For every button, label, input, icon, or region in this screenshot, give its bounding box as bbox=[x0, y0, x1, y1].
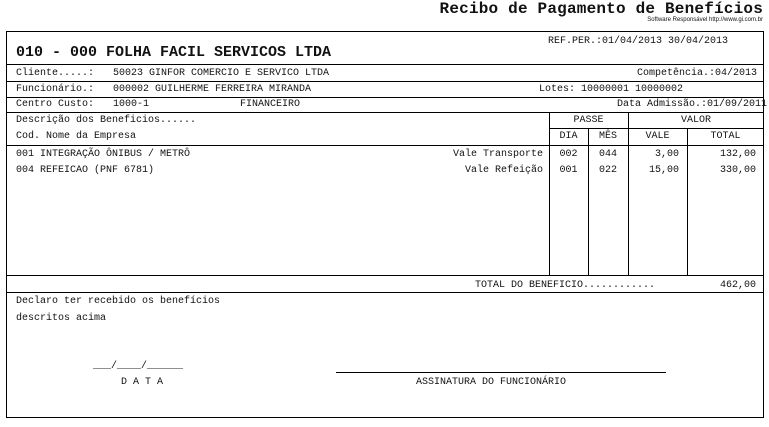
company-name: 010 - 000 FOLHA FACIL SERVICOS LTDA bbox=[16, 44, 332, 61]
passe-header: PASSE bbox=[573, 115, 604, 126]
cod-header: Cod. Nome da Empresa bbox=[16, 131, 137, 142]
declaration-line: descritos acima bbox=[16, 313, 107, 324]
client-label: Cliente.....: bbox=[16, 68, 95, 79]
row-total: 132,00 bbox=[719, 149, 756, 160]
divider bbox=[6, 64, 764, 65]
lotes bbox=[539, 84, 683, 95]
row-mes: 022 bbox=[598, 165, 617, 176]
admissao-label: Data Admissão.: bbox=[616, 99, 707, 110]
row-mes: 044 bbox=[598, 149, 617, 160]
ref-period bbox=[548, 36, 728, 47]
cost-center-name: FINANCEIRO bbox=[240, 99, 301, 110]
column-divider bbox=[628, 112, 629, 275]
divider bbox=[6, 292, 764, 293]
competencia bbox=[637, 68, 757, 79]
software-credit: Software Responsável http://www.gi.com.br bbox=[647, 17, 763, 23]
cost-center-label: Centro Custo: bbox=[16, 99, 95, 110]
row-code-name: 001 INTEGRAÇÃO ÔNIBUS / METRÔ bbox=[16, 149, 191, 160]
ref-period-label: REF.PER.: bbox=[548, 36, 603, 47]
cost-center-code: 1000-1 bbox=[113, 99, 150, 110]
lotes-label: Lotes: bbox=[539, 84, 576, 95]
divider bbox=[6, 145, 764, 146]
row-total: 330,00 bbox=[719, 165, 756, 176]
signature-label: ASSINATURA DO FUNCIONÁRIO bbox=[416, 377, 567, 388]
total-value: 462,00 bbox=[719, 280, 756, 291]
total-header: TOTAL bbox=[710, 131, 741, 142]
receipt-title: Recibo de Pagamento de Benefícios bbox=[439, 0, 763, 18]
dia-header: DIA bbox=[559, 131, 578, 142]
row-dia: 002 bbox=[559, 149, 578, 160]
divider bbox=[549, 128, 764, 129]
ref-period-value: 01/04/2013 30/04/2013 bbox=[602, 36, 729, 47]
date-label: D A T A bbox=[121, 377, 164, 388]
total-label: TOTAL DO BENEFICIO............ bbox=[475, 280, 656, 291]
row-vale: 15,00 bbox=[648, 165, 679, 176]
row-code-name: 004 REFEICAO (PNF 6781) bbox=[16, 165, 155, 176]
mes-header: MÊS bbox=[598, 131, 617, 142]
column-divider bbox=[549, 112, 550, 275]
row-type: Vale Refeição bbox=[464, 165, 543, 176]
lotes-value: 10000001 10000002 bbox=[581, 84, 684, 95]
client-value: 50023 GINFOR COMERCIO E SERVICO LTDA bbox=[113, 68, 330, 79]
row-type: Vale Transporte bbox=[452, 149, 543, 160]
signature-line bbox=[336, 372, 666, 373]
divider bbox=[6, 112, 764, 113]
row-vale: 3,00 bbox=[654, 149, 679, 160]
valor-header: VALOR bbox=[680, 115, 711, 126]
competencia-label: Competência.: bbox=[636, 68, 715, 79]
employee-value: 000002 GUILHERME FERREIRA MIRANDA bbox=[113, 84, 312, 95]
admissao-value: 01/09/2011 bbox=[706, 99, 767, 110]
admissao bbox=[617, 99, 767, 110]
desc-header: Descrição dos Beneficios...... bbox=[16, 115, 197, 126]
row-dia: 001 bbox=[559, 165, 578, 176]
competencia-value: 04/2013 bbox=[714, 68, 757, 79]
divider bbox=[6, 275, 764, 276]
vale-header: VALE bbox=[645, 131, 670, 142]
declaration-line: Declaro ter recebido os benefícios bbox=[16, 296, 221, 307]
divider bbox=[6, 81, 764, 82]
column-divider bbox=[687, 128, 688, 275]
employee-label: Funcionário.: bbox=[16, 84, 95, 95]
date-blank: ___/____/______ bbox=[93, 361, 184, 372]
divider bbox=[6, 97, 764, 98]
